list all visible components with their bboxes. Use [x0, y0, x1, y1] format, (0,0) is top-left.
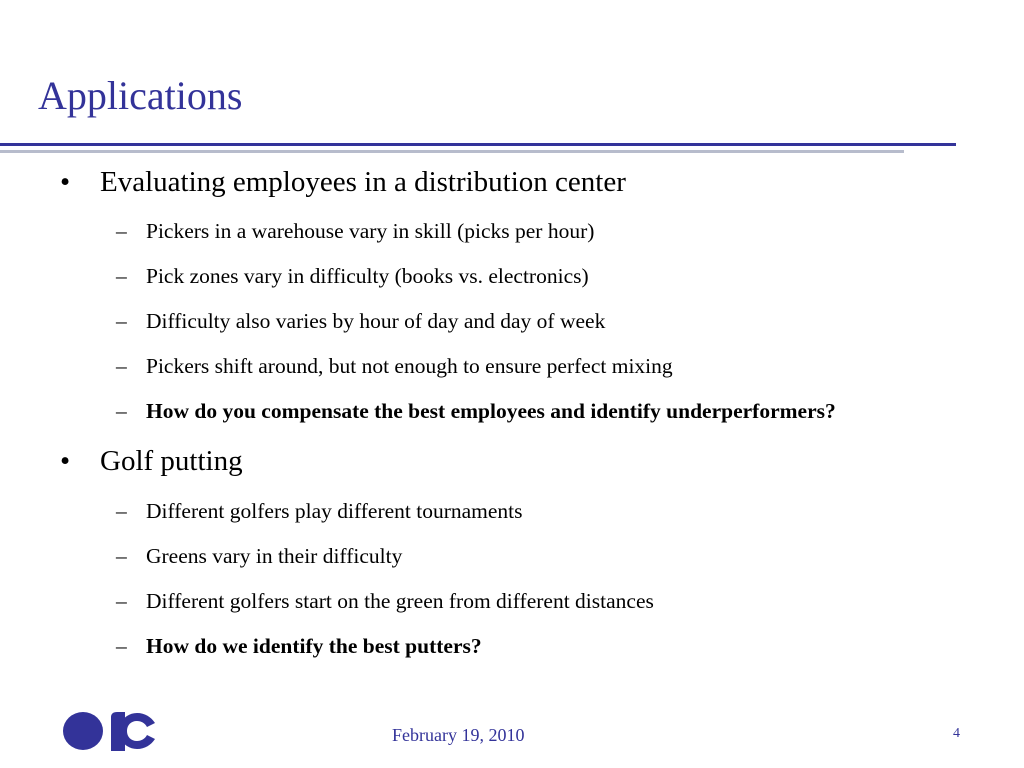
- slide-title: Applications: [38, 73, 243, 118]
- bullet-marker: •: [60, 166, 71, 198]
- sub-bullet-text: Pickers in a warehouse vary in skill (picks per hour): [146, 219, 595, 243]
- sub-bullet-text: Different golfers start on the green from different distances: [146, 589, 654, 613]
- bullet-text: Golf putting: [100, 445, 243, 477]
- sub-bullet-text: How do you compensate the best employees and identify underperformers?: [146, 399, 836, 423]
- sub-bullet-text: How do we identify the best putters?: [146, 634, 482, 658]
- footer-date: February 19, 2010: [392, 725, 525, 745]
- sub-bullet-marker: –: [116, 309, 127, 333]
- sub-bullet-marker: –: [116, 219, 127, 243]
- sub-bullet-text: Different golfers play different tournaments: [146, 499, 523, 523]
- sub-bullet-text: Difficulty also varies by hour of day and day of week: [146, 309, 606, 333]
- bullet-marker: •: [60, 445, 71, 477]
- sub-bullet-marker: –: [116, 499, 127, 523]
- sub-bullet-marker: –: [116, 399, 127, 423]
- sub-bullet-marker: –: [116, 544, 127, 568]
- page-number: 4: [953, 726, 960, 741]
- sub-bullet-marker: –: [116, 634, 127, 658]
- bullet-text: Evaluating employees in a distribution center: [100, 166, 626, 198]
- organization-logo-icon: [61, 711, 157, 751]
- sub-bullet-text: Greens vary in their difficulty: [146, 544, 403, 568]
- sub-bullet-text: Pick zones vary in difficulty (books vs. electronics): [146, 264, 589, 288]
- sub-bullet-text: Pickers shift around, but not enough to ensure perfect mixing: [146, 354, 673, 378]
- sub-bullet-marker: –: [116, 264, 127, 288]
- sub-bullet-marker: –: [116, 354, 127, 378]
- sub-bullet-marker: –: [116, 589, 127, 613]
